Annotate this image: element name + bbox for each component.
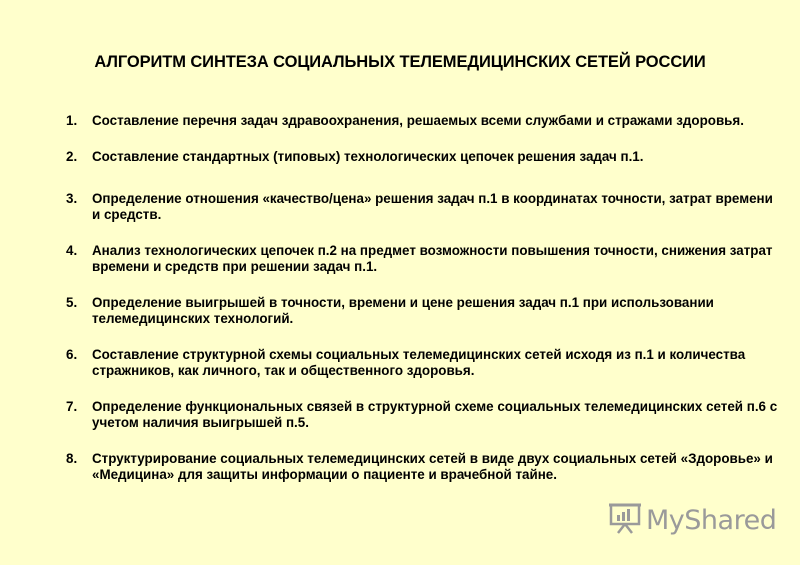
step-number: 4. [66,243,78,258]
list-item [66,149,778,165]
steps-list [66,113,778,503]
presentation-board-icon [608,502,642,539]
list-item [66,347,778,379]
step-text: Составление стандартных (типовых) технологических цепочек решения задач п.1. [92,149,644,164]
step-text: Составление структурной схемы социальных телемедицинских сетей исходя из п.1 и количества стражников, как личного, так и общественного здоровья. [92,347,746,378]
step-number: 7. [66,399,78,414]
step-text: Составление перечня задач здравоохранения, решаемых всеми службами и стражами здоровья. [92,113,744,128]
list-item [66,243,778,275]
list-item [66,451,778,483]
list-item [66,191,778,223]
step-text: Структурирование социальных телемедицинских сетей в виде двух социальных сетей «Здоровье» и «Медицина» для защиты информации о пациенте и врачебной тайне. [92,451,773,482]
list-item [66,399,778,431]
step-number: 1. [66,113,78,128]
step-text: Анализ технологических цепочек п.2 на предмет возможности повышения точности, снижения затрат времени и средств при решении задач п.1. [92,243,773,274]
step-number: 3. [66,191,78,206]
step-text: Определение отношения «качество/цена» решения задач п.1 в координатах точности, затрат времени и средств. [92,191,773,222]
step-number: 8. [66,451,78,466]
step-text: Определение выигрышей в точности, времени и цене решения задач п.1 при использовании телемедицинских технологий. [92,295,714,326]
step-number: 6. [66,347,78,362]
watermark-text: MyShared [646,505,777,536]
list-item [66,295,778,327]
slide-title: АЛГОРИТМ СИНТЕЗА СОЦИАЛЬНЫХ ТЕЛЕМЕДИЦИНСКИХ СЕТЕЙ РОССИИ [94,53,706,71]
step-number: 5. [66,295,78,310]
step-text: Определение функциональных связей в структурной схеме социальных телемедицинских сетей п.6 с учетом наличия выигрышей п.5. [92,399,778,430]
step-number: 2. [66,149,78,164]
watermark [608,502,776,539]
list-item [66,113,778,129]
